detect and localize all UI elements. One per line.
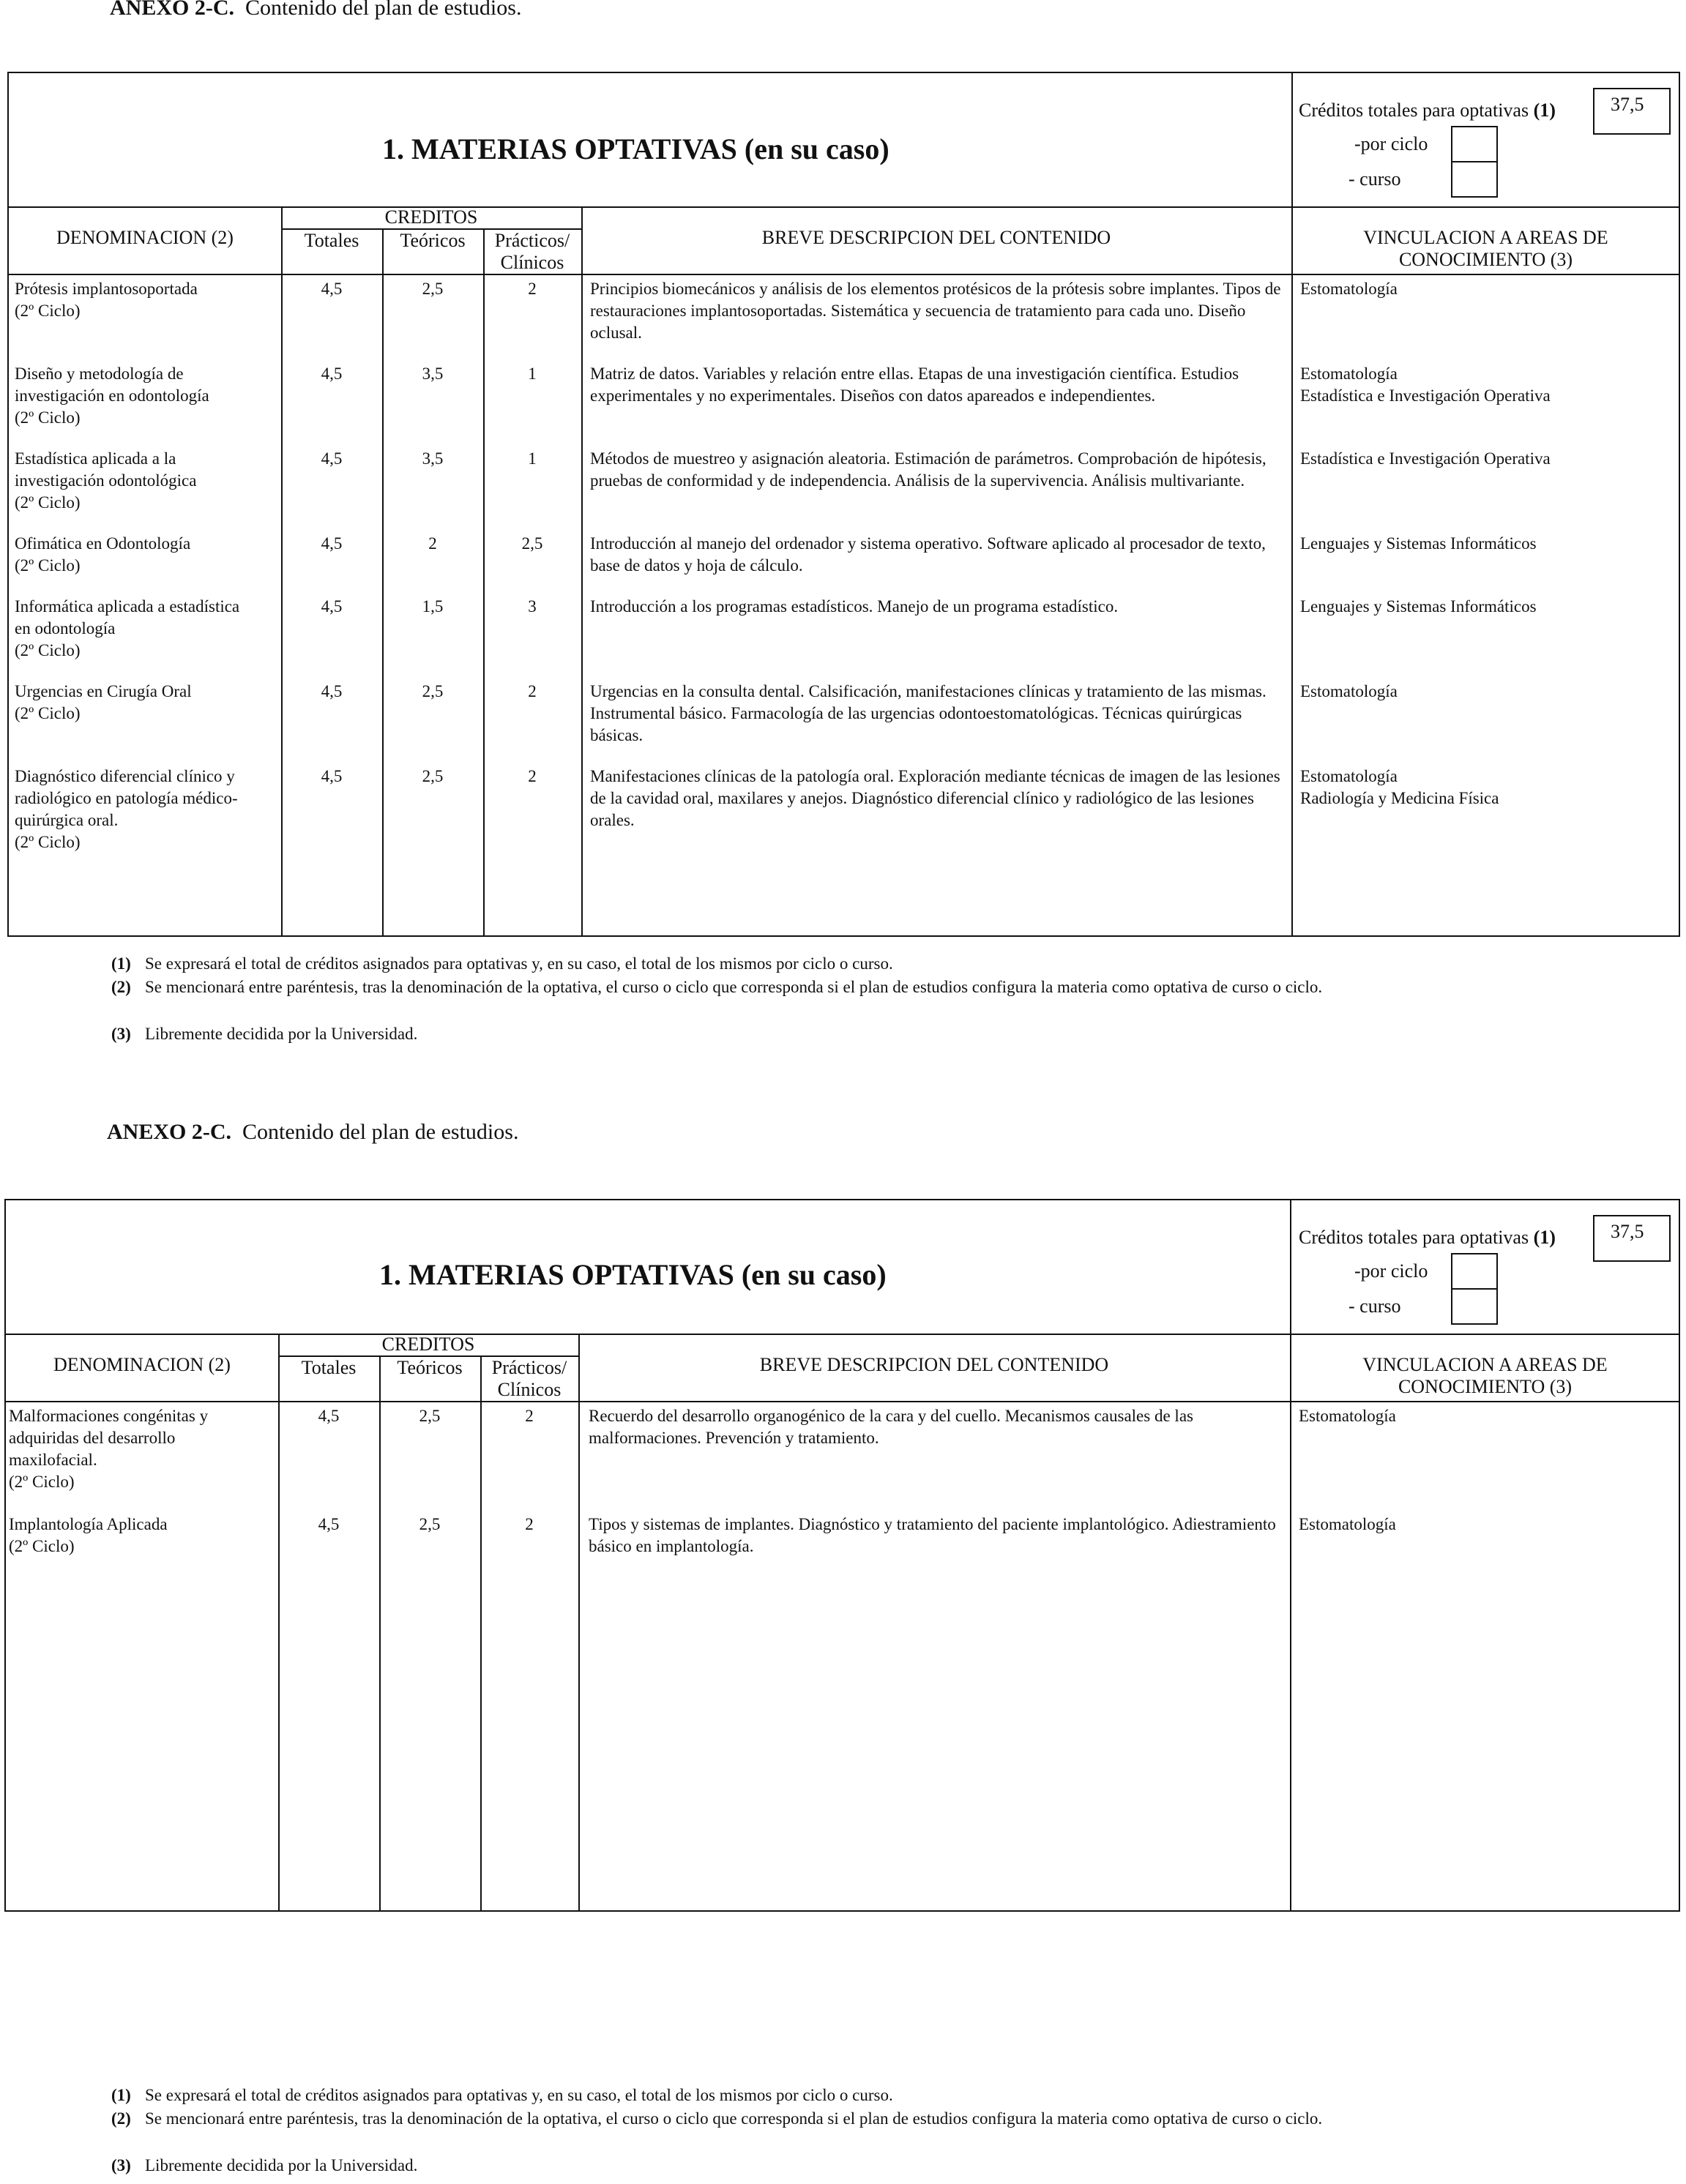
row-descripcion: Urgencias en la consulta dental. Calsificación, manifestaciones clínicas y tratamiento de las mismas. Instrumental básico. Farmacología de las urgencias odontoestomatológicas. Técnicas quirúrgicas básicas. (590, 682, 1267, 744)
row-totales: 4,5 (321, 597, 343, 616)
row-areas: Lenguajes y Sistemas Informáticos (1300, 534, 1537, 553)
col-header-denominacion: DENOMINACION (2) (53, 1354, 231, 1375)
por-ciclo-label: -por ciclo (1354, 1260, 1428, 1282)
curso-label: - curso (1349, 1295, 1401, 1317)
row-practicos: 2 (525, 1407, 534, 1425)
creditos-totales-value: 37,5 (1593, 1215, 1671, 1262)
row-totales: 4,5 (321, 767, 343, 785)
row-totales: 4,5 (321, 280, 343, 298)
por-ciclo-box (1451, 126, 1498, 162)
row-descripcion: Recuerdo del desarrollo organogénico de la cara y del cuello. Mecanismos causales de las malformaciones. Prevención y tratamiento. (589, 1407, 1193, 1447)
row-areas: Estomatología (1299, 1515, 1396, 1533)
creditos-totales-label: Créditos totales para optativas (1) (1299, 100, 1556, 121)
row-name: Implantología Aplicada (2º Ciclo) (9, 1515, 168, 1555)
table-title: 1. MATERIAS OPTATIVAS (en su caso) (379, 1258, 887, 1291)
row-name: Informática aplicada a estadística en odontología (2º Ciclo) (15, 597, 240, 659)
por-ciclo-label: -por ciclo (1354, 133, 1428, 154)
row-teoricos: 3,5 (422, 364, 444, 383)
por-ciclo-box (1451, 1253, 1498, 1290)
row-practicos: 3 (528, 597, 537, 616)
row-areas: Estomatología Radiología y Medicina Física (1300, 767, 1499, 807)
row-teoricos: 1,5 (422, 597, 444, 616)
row-descripcion: Introducción al manejo del ordenador y sistema operativo. Software aplicado al procesador de texto, base de datos y hoja de cálculo. (590, 534, 1266, 575)
footnote-2: (2) Se mencionará entre paréntesis, tras la denominación de la optativa, el curso o ciclo que corresponda si el plan de estudios configura la materia como optativa de curso o ciclo. (111, 978, 1323, 996)
row-areas: Estadística e Investigación Operativa (1300, 449, 1551, 468)
row-teoricos: 2,5 (419, 1515, 441, 1533)
row-totales: 4,5 (321, 364, 343, 383)
col-header-teoricos: Teóricos (397, 1357, 463, 1378)
col-header-vinculacion: VINCULACION A AREAS DE CONOCIMIENTO (3) (1363, 227, 1608, 270)
table-title: 1. MATERIAS OPTATIVAS (en su caso) (382, 132, 889, 165)
row-descripcion: Tipos y sistemas de implantes. Diagnóstico y tratamiento del paciente implantológico. Adiestramiento básico en implantología. (589, 1515, 1276, 1555)
col-header-practicos: Prácticos/ Clínicos (494, 230, 570, 273)
row-practicos: 1 (528, 364, 537, 383)
row-totales: 4,5 (321, 534, 343, 553)
row-name: Estadística aplicada a la investigación odontológica (2º Ciclo) (15, 449, 197, 512)
row-name: Urgencias en Cirugía Oral (2º Ciclo) (15, 682, 192, 722)
row-teoricos: 2 (428, 534, 437, 553)
row-name: Diagnóstico diferencial clínico y radiológico en patología médico- quirúrgica oral. (2º Ciclo) (15, 767, 238, 851)
row-name: Malformaciones congénitas y adquiridas del desarrollo maxilofacial. (2º Ciclo) (9, 1407, 209, 1491)
annex-heading: ANEXO 2-C. Contenido del plan de estudios. (110, 0, 522, 20)
col-header-totales: Totales (301, 1357, 357, 1378)
row-practicos: 2 (528, 280, 537, 298)
col-header-practicos: Prácticos/ Clínicos (491, 1357, 567, 1400)
row-practicos: 2 (528, 682, 537, 700)
col-header-creditos: CREDITOS (381, 1334, 475, 1355)
row-teoricos: 2,5 (422, 767, 444, 785)
row-areas: Estomatología Estadística e Investigación Operativa (1300, 364, 1551, 405)
page-2 (0, 1120, 1686, 2184)
row-areas: Estomatología (1300, 280, 1398, 298)
row-descripcion: Matriz de datos. Variables y relación entre ellas. Etapas de una investigación científica. Estudios experimentales y no experimentales. Diseños con datos apareados e independientes. (590, 364, 1239, 405)
row-descripcion: Principios biomecánicos y análisis de los elementos protésicos de la prótesis sobre implantes. Tipos de restauraciones implantosoportadas. Sistemática y secuencia de tratamiento para cada uno. Diseño oclusal. (590, 280, 1281, 342)
footnote-3: (3) Libremente decidida por la Universidad. (111, 2156, 418, 2174)
row-practicos: 2,5 (521, 534, 543, 553)
footnote-1: (1) Se expresará el total de créditos asignados para optativas y, en su caso, el total de los mismos por ciclo o curso. (111, 2086, 893, 2104)
row-practicos: 2 (528, 767, 537, 785)
row-totales: 4,5 (321, 682, 343, 700)
row-totales: 4,5 (318, 1407, 340, 1425)
row-practicos: 2 (525, 1515, 534, 1533)
row-name: Ofimática en Odontología (2º Ciclo) (15, 534, 191, 575)
row-areas: Estomatología (1299, 1407, 1396, 1425)
row-totales: 4,5 (321, 449, 343, 468)
col-header-totales: Totales (304, 230, 359, 251)
row-areas: Estomatología (1300, 682, 1398, 700)
creditos-totales-label: Créditos totales para optativas (1) (1299, 1227, 1556, 1248)
col-header-creditos: CREDITOS (384, 206, 478, 228)
annex-heading: ANEXO 2-C. Contenido del plan de estudios. (107, 1120, 519, 1144)
curso-box (1451, 161, 1498, 198)
row-teoricos: 2,5 (422, 682, 444, 700)
row-name: Diseño y metodología de investigación en odontología (2º Ciclo) (15, 364, 209, 427)
row-name: Prótesis implantosoportada (2º Ciclo) (15, 280, 198, 320)
row-descripcion: Manifestaciones clínicas de la patología oral. Exploración mediante técnicas de imagen de las lesiones de la cavidad oral, maxilares y anejos. Diagnóstico diferencial clínico y radiológico de las lesiones orales. (590, 767, 1280, 829)
footnote-2: (2) Se mencionará entre paréntesis, tras la denominación de la optativa, el curso o ciclo que corresponda si el plan de estudios configura la materia como optativa de curso o ciclo. (111, 2109, 1323, 2128)
row-totales: 4,5 (318, 1515, 340, 1533)
footnote-3: (3) Libremente decidida por la Universidad. (111, 1025, 418, 1043)
col-header-teoricos: Teóricos (400, 230, 466, 251)
row-teoricos: 3,5 (422, 449, 444, 468)
row-teoricos: 2,5 (419, 1407, 441, 1425)
curso-label: - curso (1349, 168, 1401, 190)
creditos-totales-value: 37,5 (1593, 88, 1671, 135)
row-descripcion: Introducción a los programas estadísticos. Manejo de un programa estadístico. (590, 597, 1119, 616)
footnote-1: (1) Se expresará el total de créditos asignados para optativas y, en su caso, el total de los mismos por ciclo o curso. (111, 954, 893, 973)
optativas-table (7, 72, 1680, 937)
row-areas: Lenguajes y Sistemas Informáticos (1300, 597, 1537, 616)
row-practicos: 1 (528, 449, 537, 468)
row-descripcion: Métodos de muestreo y asignación aleatoria. Estimación de parámetros. Comprobación de hipótesis, pruebas de conformidad y de independencia. Análisis de la supervivencia. Análisis multivariante. (590, 449, 1267, 490)
col-header-descripcion: BREVE DESCRIPCION DEL CONTENIDO (759, 1354, 1109, 1375)
row-teoricos: 2,5 (422, 280, 444, 298)
optativas-table (4, 1199, 1680, 1912)
col-header-vinculacion: VINCULACION A AREAS DE CONOCIMIENTO (3) (1362, 1354, 1608, 1397)
col-header-descripcion: BREVE DESCRIPCION DEL CONTENIDO (761, 227, 1111, 248)
curso-box (1451, 1288, 1498, 1325)
col-header-denominacion: DENOMINACION (2) (56, 227, 234, 248)
